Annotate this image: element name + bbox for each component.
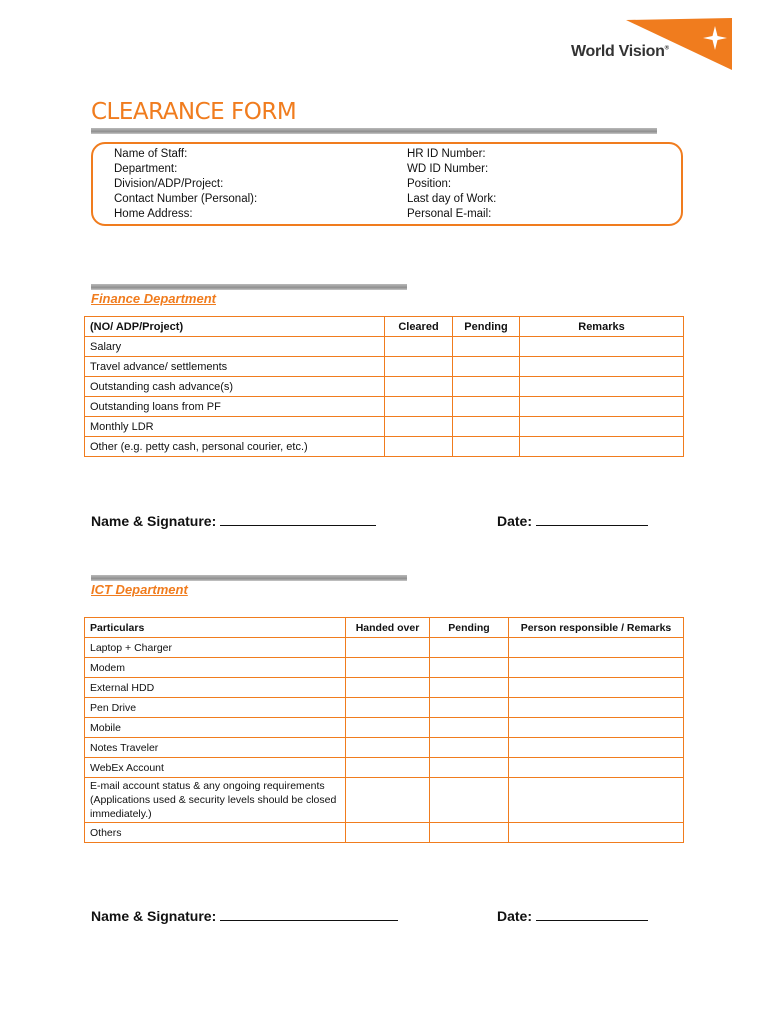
- remarks-cell[interactable]: [520, 437, 684, 457]
- table-row: [85, 437, 684, 457]
- field-wd-id: WD ID Number:: [407, 163, 489, 175]
- row-label: WebEx Account: [85, 758, 346, 778]
- field-last-day: Last day of Work:: [407, 193, 497, 205]
- finance-heading: Finance Department: [91, 291, 216, 306]
- pending-cell[interactable]: [430, 738, 509, 758]
- handed-over-cell[interactable]: [346, 778, 430, 823]
- remarks-cell[interactable]: [509, 778, 684, 823]
- row-label: Salary: [85, 337, 385, 357]
- ict-col-handed-over: Handed over: [346, 618, 430, 638]
- ict-date: [497, 906, 648, 924]
- handed-over-cell[interactable]: [346, 758, 430, 778]
- ict-signature-line[interactable]: [220, 906, 398, 921]
- row-label: Others: [85, 823, 346, 843]
- pending-cell[interactable]: [453, 377, 520, 397]
- staff-info-left: [114, 147, 257, 222]
- table-row: [85, 377, 684, 397]
- finance-col-project: (NO/ ADP/Project): [85, 317, 385, 337]
- row-label: Outstanding cash advance(s): [85, 377, 385, 397]
- remarks-cell[interactable]: [509, 638, 684, 658]
- ict-col-remarks: Person responsible / Remarks: [509, 618, 684, 638]
- finance-signature-line[interactable]: [220, 511, 376, 526]
- cleared-cell[interactable]: [385, 417, 453, 437]
- table-row: [85, 718, 684, 738]
- table-row: [85, 758, 684, 778]
- field-hr-id: HR ID Number:: [407, 148, 486, 160]
- remarks-cell[interactable]: [520, 377, 684, 397]
- field-home-address: Home Address:: [114, 208, 193, 220]
- remarks-cell[interactable]: [520, 357, 684, 377]
- page-title: CLEARANCE FORM: [91, 99, 297, 125]
- remarks-cell[interactable]: [509, 758, 684, 778]
- table-row: [85, 823, 684, 843]
- row-label: Laptop + Charger: [85, 638, 346, 658]
- ict-header-row: [85, 618, 684, 638]
- row-label: E-mail account status & any ongoing requirements (Applications used & security levels should be closed immediately.): [85, 778, 346, 823]
- handed-over-cell[interactable]: [346, 738, 430, 758]
- logo-text: World Vision: [571, 43, 665, 60]
- remarks-cell[interactable]: [509, 658, 684, 678]
- pending-cell[interactable]: [430, 678, 509, 698]
- table-row: [85, 698, 684, 718]
- remarks-cell[interactable]: [520, 397, 684, 417]
- table-row: [85, 638, 684, 658]
- remarks-cell[interactable]: [509, 678, 684, 698]
- finance-date-label: Date:: [497, 513, 533, 529]
- remarks-cell[interactable]: [509, 738, 684, 758]
- remarks-cell[interactable]: [520, 417, 684, 437]
- pending-cell[interactable]: [453, 417, 520, 437]
- pending-cell[interactable]: [430, 778, 509, 823]
- remarks-cell[interactable]: [509, 823, 684, 843]
- finance-divider: [91, 284, 407, 290]
- finance-col-pending: Pending: [453, 317, 520, 337]
- table-row: [85, 678, 684, 698]
- registered-mark: ®: [664, 45, 669, 52]
- ict-table: [84, 617, 684, 843]
- table-row: [85, 417, 684, 437]
- handed-over-cell[interactable]: [346, 638, 430, 658]
- table-row: [85, 337, 684, 357]
- remarks-cell[interactable]: [520, 337, 684, 357]
- row-label: Monthly LDR: [85, 417, 385, 437]
- ict-date-line[interactable]: [536, 906, 648, 921]
- pending-cell[interactable]: [453, 397, 520, 417]
- remarks-cell[interactable]: [509, 718, 684, 738]
- table-row: [85, 658, 684, 678]
- row-label: Notes Traveler: [85, 738, 346, 758]
- field-contact-number: Contact Number (Personal):: [114, 193, 258, 205]
- finance-col-remarks: Remarks: [520, 317, 684, 337]
- ict-signature-label: Name & Signature:: [91, 908, 217, 924]
- cleared-cell[interactable]: [385, 397, 453, 417]
- cleared-cell[interactable]: [385, 337, 453, 357]
- handed-over-cell[interactable]: [346, 658, 430, 678]
- table-row: [85, 778, 684, 823]
- remarks-cell[interactable]: [509, 698, 684, 718]
- row-label: Outstanding loans from PF: [85, 397, 385, 417]
- pending-cell[interactable]: [430, 698, 509, 718]
- pending-cell[interactable]: [430, 823, 509, 843]
- handed-over-cell[interactable]: [346, 698, 430, 718]
- finance-signature-label: Name & Signature:: [91, 513, 217, 529]
- finance-signature: [91, 511, 376, 529]
- handed-over-cell[interactable]: [346, 823, 430, 843]
- title-divider: [91, 128, 657, 134]
- pending-cell[interactable]: [430, 718, 509, 738]
- finance-header-row: [85, 317, 684, 337]
- finance-date: [497, 511, 648, 529]
- pending-cell[interactable]: [453, 337, 520, 357]
- ict-col-particulars: Particulars: [85, 618, 346, 638]
- pending-cell[interactable]: [453, 357, 520, 377]
- row-label: Other (e.g. petty cash, personal courier, etc.): [85, 437, 385, 457]
- table-row: [85, 397, 684, 417]
- row-label: Mobile: [85, 718, 346, 738]
- pending-cell[interactable]: [453, 437, 520, 457]
- staff-info-right: [407, 147, 496, 222]
- field-name-of-staff: Name of Staff:: [114, 148, 188, 160]
- handed-over-cell[interactable]: [346, 718, 430, 738]
- row-label: Modem: [85, 658, 346, 678]
- field-division: Division/ADP/Project:: [114, 178, 224, 190]
- row-label: External HDD: [85, 678, 346, 698]
- finance-table: [84, 316, 684, 457]
- pending-cell[interactable]: [430, 758, 509, 778]
- ict-col-pending: Pending: [430, 618, 509, 638]
- row-label: Travel advance/ settlements: [85, 357, 385, 377]
- star-logo-icon: [624, 18, 732, 70]
- pending-cell[interactable]: [430, 658, 509, 678]
- ict-signature: [91, 906, 398, 924]
- ict-date-label: Date:: [497, 908, 533, 924]
- ict-heading: ICT Department: [91, 582, 188, 597]
- table-row: [85, 357, 684, 377]
- handed-over-cell[interactable]: [346, 678, 430, 698]
- field-personal-email: Personal E-mail:: [407, 208, 492, 220]
- cleared-cell[interactable]: [385, 357, 453, 377]
- pending-cell[interactable]: [430, 638, 509, 658]
- field-position: Position:: [407, 178, 452, 190]
- ict-divider: [91, 575, 407, 581]
- cleared-cell[interactable]: [385, 437, 453, 457]
- finance-col-cleared: Cleared: [385, 317, 453, 337]
- table-row: [85, 738, 684, 758]
- finance-date-line[interactable]: [536, 511, 648, 526]
- cleared-cell[interactable]: [385, 377, 453, 397]
- row-label: Pen Drive: [85, 698, 346, 718]
- field-department: Department:: [114, 163, 178, 175]
